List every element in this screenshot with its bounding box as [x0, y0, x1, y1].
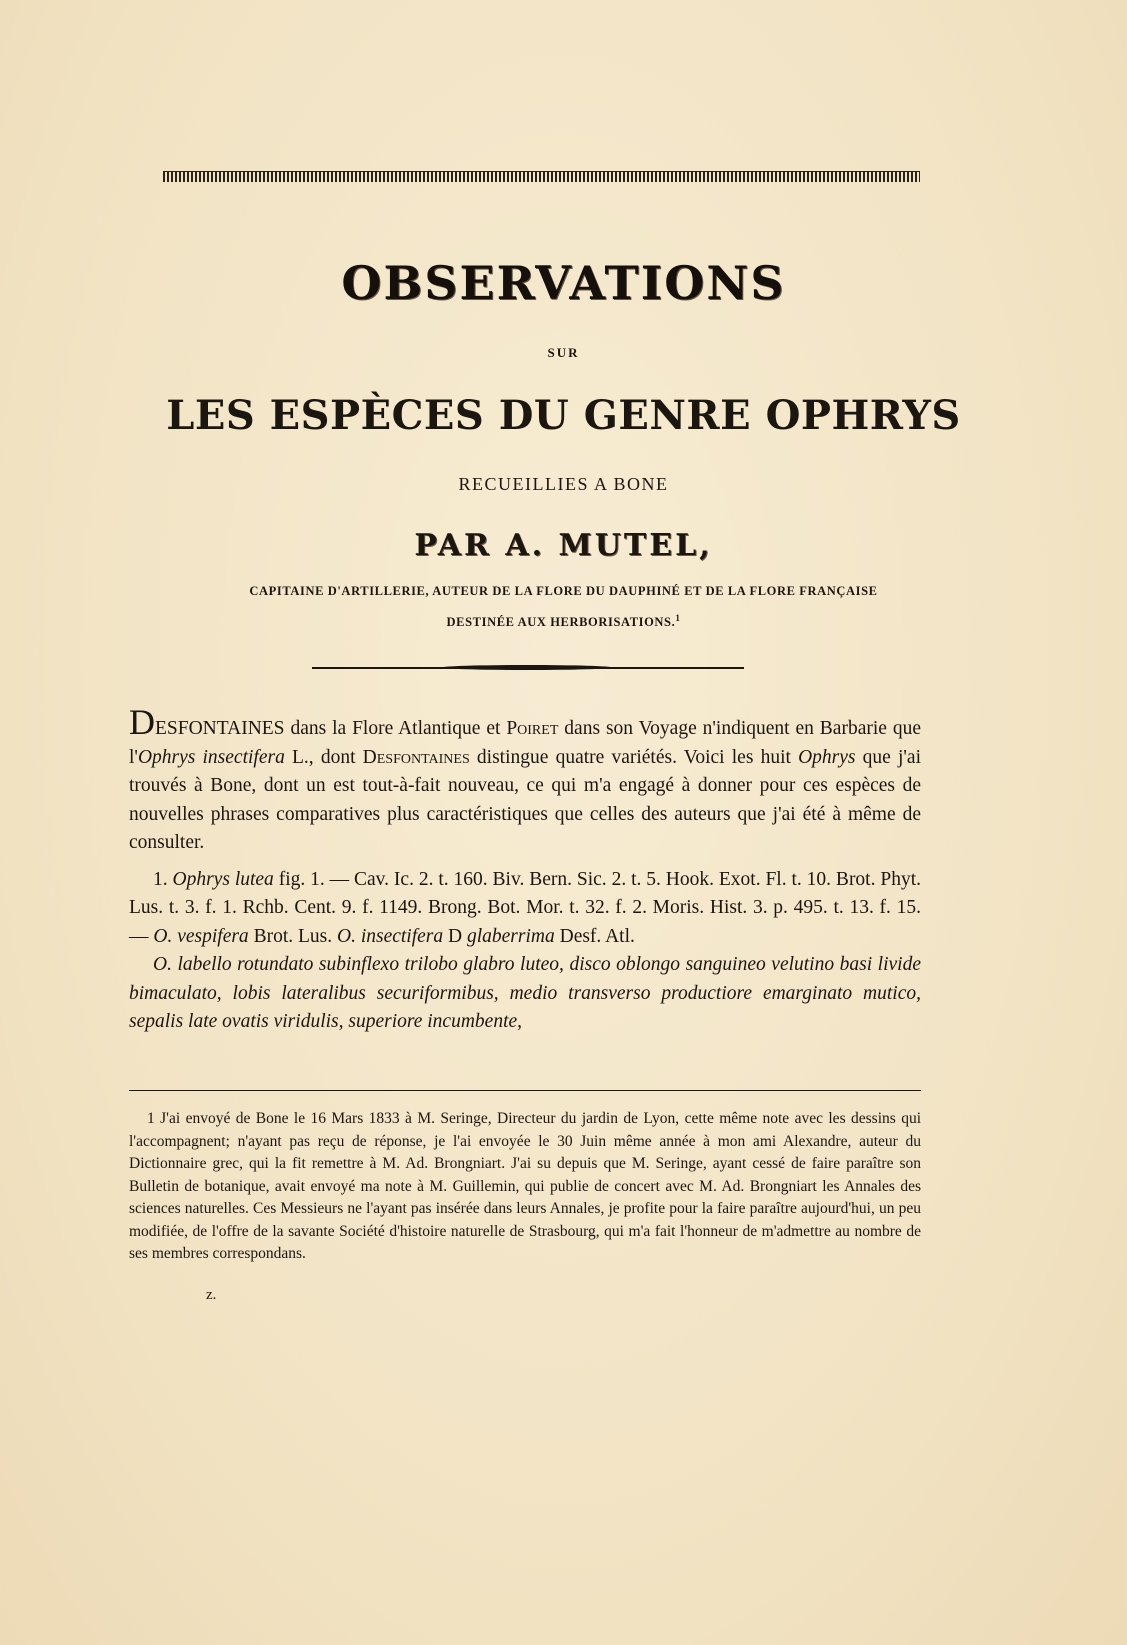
author-name: PAR A. MUTEL, — [414, 528, 713, 563]
ornament-rule — [163, 171, 920, 182]
signature-mark: z. — [206, 1287, 217, 1303]
footnote — [129, 1108, 921, 1266]
text-run: D — [443, 925, 467, 947]
species-name: Ophrys insectifera — [137, 746, 285, 768]
text-run: dans la Flore Atlantique et — [284, 718, 507, 739]
entry-number: 1. — [153, 868, 173, 890]
page-title: OBSERVATIONS — [341, 256, 786, 310]
variety-name: glaberrima — [466, 925, 555, 947]
intro-paragraph — [129, 702, 921, 858]
text-run: fig. 1. — Cav. Ic. 2. t. 160. Biv. Bern. Sic. 2. t. 5. Hook. Exot. Fl. t. 10. Brot. Phyt. Lus. t. 3. f. 1. Rchb. Cent. 9. f. 1149. Brong. Bot. Mor. t. 32. f. 2. Moris. Hist. 3. p. 495. t. 13. f. 15. — — [129, 868, 922, 947]
species-name: Ophrys lutea — [172, 868, 274, 890]
author-description-line2 — [0, 605, 1127, 636]
text-run: distingue quatre variétés. Voici les huit — [469, 746, 799, 768]
author-name-desfontaines: Desfontaines — [362, 746, 470, 768]
species-entry-1 — [129, 866, 921, 952]
text-run: que j'ai trouvés à Bone, dont un est tout-à-fait nouveau, ce qui m'a engagé à donner pour ces espèces de nouvelles phrases comparatives plus caractéristiques que celles des auteurs que j'ai été à même de consulter. — [129, 746, 921, 853]
footnote-rule — [129, 1090, 921, 1091]
section-divider — [312, 667, 744, 669]
text-run: Brot. Lus. — [248, 925, 337, 947]
text-run: dans son Voyage n'indiquent en Barbarie que l' — [129, 718, 921, 768]
author-description — [0, 578, 1127, 636]
drop-cap: D — [129, 702, 155, 742]
genus-name: Ophrys — [798, 746, 856, 768]
title-connector: SUR — [547, 345, 580, 360]
latin-description: O. labello rotundato subinflexo trilobo glabro luteo, disco oblongo sanguineo velutino basi livide bimaculato, lobis lateralibus securiformibus, medio transverso productiore emarginato mutico, sepalis late ovatis viridulis, superiore incumbente, — [129, 954, 921, 1032]
author-description-line1: CAPITAINE D'ARTILLERIE, AUTEUR DE LA FLORE DU DAUPHINÉ ET DE LA FLORE FRANÇAISE — [249, 584, 878, 598]
text-run: L., dont — [284, 746, 363, 768]
text-run: Desf. Atl. — [554, 925, 635, 947]
footnote-text: 1 J'ai envoyé de Bone le 16 Mars 1833 à M. Seringe, Directeur du jardin de Lyon, cette même note avec les dessins qui l'accompagnent; n'ayant pas reçu de réponse, je l'ai envoyée le 30 Juin même année à mon ami Alexandre, auteur du Dictionnaire grec, qui la fit remettre à M. Ad. Brongniart. J'ai su depuis que M. Seringe, ayant cessé de faire paraître son Bulletin de botanique, avait envoyé ma note à M. Guillemin, qui publie de concert avec M. Ad. Brongniart les Annales des sciences naturelles. Ces Messieurs ne l'ayant pas insérée dans leurs Annales, je profite pour la faire paraître aujourd'hui, un peu modifiée, de l'offre de la savante Société d'histoire naturelle de Strasbourg, qui m'a fait l'honneur de m'admettre au nombre de ses membres correspondans. — [129, 1110, 921, 1262]
author-description-line2-text: DESTINÉE AUX HERBORISATIONS. — [446, 615, 676, 630]
main-title: LES ESPÈCES DU GENRE OPHRYS — [166, 392, 961, 439]
species-name: O. vespifera — [153, 925, 249, 947]
species-name: O. insectifera — [336, 925, 444, 947]
body-text — [129, 702, 922, 1037]
author-name-desfontaines: ESFONTAINES — [155, 718, 285, 739]
author-name-poiret: Poiret — [506, 718, 559, 739]
subtitle: RECUEILLIES A BONE — [458, 474, 669, 494]
footnote-marker: 1 — [675, 613, 681, 623]
